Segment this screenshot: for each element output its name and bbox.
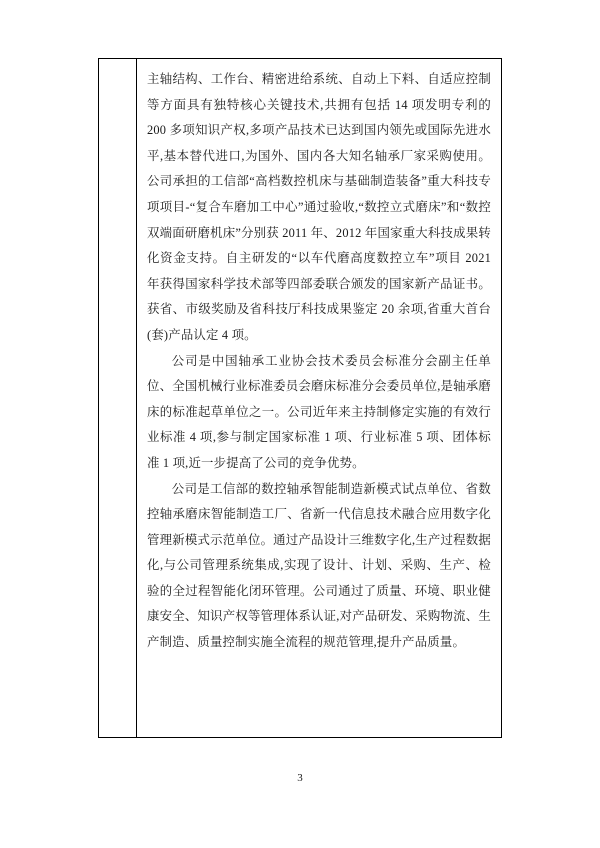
page-number: 3	[297, 772, 303, 784]
table-main-column	[137, 59, 501, 737]
content-table	[98, 58, 502, 738]
paragraph-1: 主轴结构、工作台、精密进给系统、自动上下料、自适应控制等方面具有独特核心关键技术,共拥有包括 14 项发明专利的 200 多项知识产权,多项产品技术已达到国内领先或国际先进水平,基本替代进口,为国外、国内各大知名轴承厂家采购使用。公司承担的工信部“高档数控机床与基础制造装备”重大科技专项项目-“复合车磨加工中心”通过验收,“数控立式磨床”和“数控双端面研磨机床”分别获 2011 年、2012 年国家重大科技成果转化资金支持。自主研发的“以车代磨高度数控立车”项目 2021 年获得国家科学技术部等四部委联合颁发的国家新产品证书。获省、市级奖励及省科技厅科技成果鉴定 20 余项,省重大首台(套)产品认定 4 项。	[147, 72, 491, 342]
paragraph-2: 公司是中国轴承工业协会技术委员会标准分会副主任单位、全国机械行业标准委员会磨床标准分会委员单位,是轴承磨床的标准起草单位之一。公司近年来主持制修定实施的有效行业标准 4 项,参与制定国家标准 1 项、行业标准 5 项、团体标准 1 项,近一步提高了公司的竞争优势。	[147, 353, 491, 470]
body-text-block	[147, 67, 491, 656]
paragraph-3: 公司是工信部的数控轴承智能制造新模式试点单位、省数控轴承磨床智能制造工厂、省新一代信息技术融合应用数字化管理新模式示范单位。通过产品设计三维数字化,生产过程数据化,与公司管理系统集成,实现了设计、计划、采购、生产、检验的全过程智能化闭环管理。公司通过了质量、环境、职业健康安全、知识产权等管理体系认证,对产品研发、采购物流、生产制造、质量控制实施全流程的规范管理,提升产品质量。	[147, 481, 491, 650]
table-left-column	[99, 59, 137, 737]
